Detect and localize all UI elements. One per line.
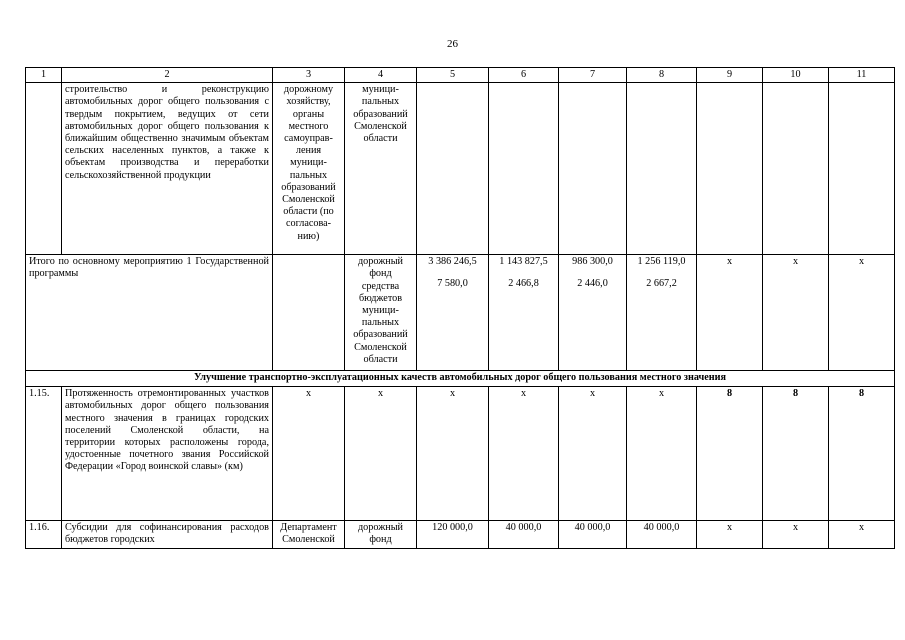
total-source: дорожный фонд средства бюджетов муници- пальных образований Смоленской области [345,255,417,371]
row-1-16-cell-9: x [697,521,763,548]
header-cell-6: 6 [489,68,559,83]
total-value-6a: 1 143 827,5 [499,256,548,268]
row-1-16-executor: Департамент Смоленской [273,521,345,548]
continuation-cell-7 [559,83,627,255]
total-value-7a: 986 300,0 [572,256,613,268]
row-1-16-cell-8: 40 000,0 [627,521,697,548]
row-1-15-cell-5: x [417,387,489,521]
total-cell-6 [489,255,559,371]
continuation-cell-9 [697,83,763,255]
row-1-16-cell-11: x [829,521,895,548]
page-number: 26 [447,38,458,50]
continuation-cell-10 [763,83,829,255]
row-1-15-cell-11: 8 [829,387,895,521]
total-value-5b: 7 580,0 [437,278,468,290]
row-1-16-source: дорожный фонд [345,521,417,548]
header-cell-10: 10 [763,68,829,83]
total-cell-8 [627,255,697,371]
row-1-15-cell-10: 8 [763,387,829,521]
header-cell-3: 3 [273,68,345,83]
header-cell-9: 9 [697,68,763,83]
row-1-16 [26,521,895,548]
continuation-description: строительство и реконструкцию автомобильных дорог общего пользования с твердым покрытием, ведущих от сети автомобильных дорог общего пользования к ближайшим общественно значимым объектам сельских населенных пунктов, а также к объектам производства и переработки сельскохозяйственной продукции [62,83,273,255]
total-cell-7 [559,255,627,371]
total-row [26,255,895,371]
header-row [26,68,895,83]
row-1-16-cell-5: 120 000,0 [417,521,489,548]
continuation-cell-5 [417,83,489,255]
row-1-15-cell-7: x [559,387,627,521]
row-1-16-cell-10: x [763,521,829,548]
total-value-8a: 1 256 119,0 [637,256,686,268]
continuation-row [26,83,895,255]
header-cell-2: 2 [62,68,273,83]
continuation-source: муници- пальных образований Смоленской области [345,83,417,255]
header-cell-7: 7 [559,68,627,83]
row-1-15-cell-4: x [345,387,417,521]
program-table [25,67,895,549]
header-cell-5: 5 [417,68,489,83]
header-cell-1: 1 [26,68,62,83]
row-1-15-cell-8: x [627,387,697,521]
continuation-cell-11 [829,83,895,255]
header-cell-4: 4 [345,68,417,83]
row-1-16-description: Субсидии для софинансирования расходов бюджетов городских [62,521,273,548]
total-value-8b: 2 667,2 [646,278,677,290]
total-executor-cell [273,255,345,371]
row-1-15-cell-9: 8 [697,387,763,521]
row-1-16-cell-7: 40 000,0 [559,521,627,548]
section-title: Улучшение транспортно-эксплуатационных качеств автомобильных дорог общего пользования местного значения [26,371,895,387]
total-cell-11: x [829,255,895,371]
continuation-cell-6 [489,83,559,255]
total-label: Итого по основному мероприятию 1 Государственной программы [26,255,273,371]
continuation-number-cell [26,83,62,255]
continuation-cell-8 [627,83,697,255]
total-value-5a: 3 386 246,5 [428,256,477,268]
section-row [26,371,895,387]
row-1-15 [26,387,895,521]
continuation-executor: дорожному хозяйству, органы местного самоуправ- ления муници- пальных образований Смоленской области (по согласова- нию) [273,83,345,255]
header-cell-8: 8 [627,68,697,83]
row-1-15-number: 1.15. [26,387,62,521]
total-cell-10: x [763,255,829,371]
total-value-7b: 2 446,0 [577,278,608,290]
header-cell-11: 11 [829,68,895,83]
row-1-15-cell-6: x [489,387,559,521]
total-cell-5 [417,255,489,371]
row-1-15-cell-3: x [273,387,345,521]
row-1-16-cell-6: 40 000,0 [489,521,559,548]
total-value-6b: 2 466,8 [508,278,539,290]
row-1-16-number: 1.16. [26,521,62,548]
total-cell-9: x [697,255,763,371]
row-1-15-description: Протяженность отремонтированных участков автомобильных дорог общего пользования местного значения в границах городских поселений Смоленской области, на территории которых расположены города, удостоенные почетного звания Российской Федерации «Город воинской славы» (км) [62,387,273,521]
